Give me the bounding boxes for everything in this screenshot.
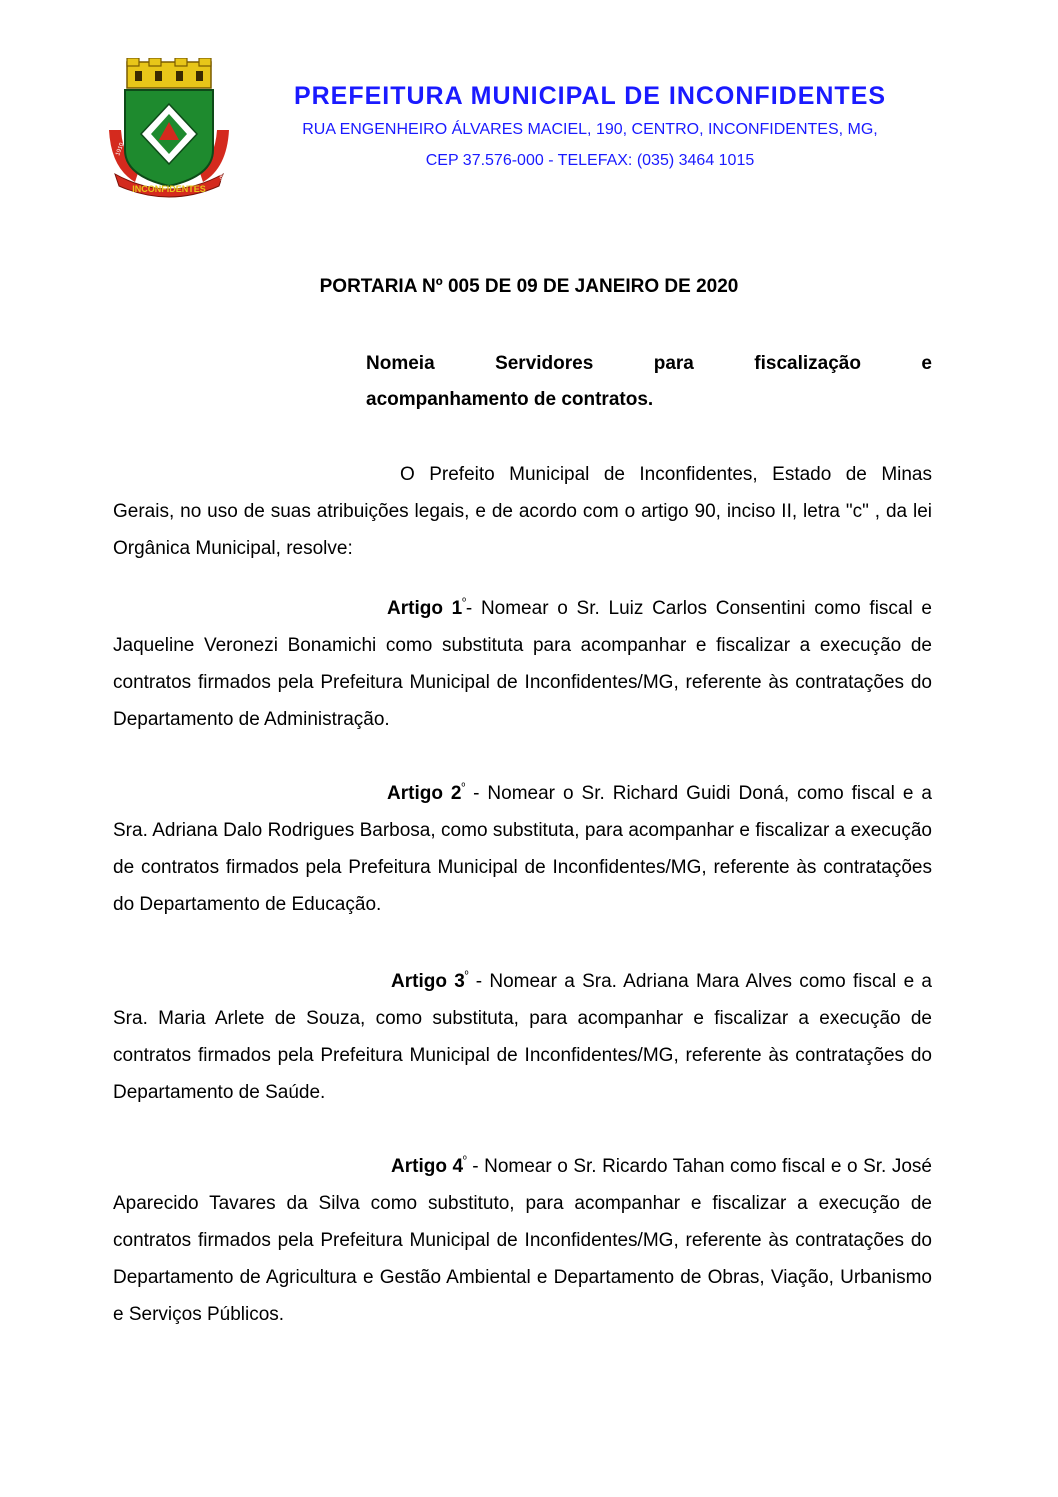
crest-banner-text: INCONFIDENTES	[132, 184, 206, 194]
article-2-text: - Nomear o Sr. Richard Guidi Doná, como fiscal e a Sra. Adriana Dalo Rodrigues Barbosa, como substituta, para acompanhar e fiscalizar a execução de contratos firmados pela Prefeitura Municipal de Inconfidentes/MG, referente às contratações do Departamento de Educação.	[113, 783, 932, 915]
letterhead	[240, 78, 940, 176]
article-2-label: Artigo 2	[387, 783, 462, 804]
ementa-word: Nomeia	[366, 353, 435, 374]
ementa-line-1	[366, 346, 932, 382]
crest-crown	[127, 58, 211, 88]
address-line-1: RUA ENGENHEIRO ÁLVARES MACIEL, 190, CENTRO, INCONFIDENTES, MG,	[302, 121, 878, 138]
article-2-ordinal: º	[461, 782, 466, 793]
preamble-text: O Prefeito Municipal de Inconfidentes, Estado de Minas Gerais, no uso de suas atribuições legais, e de acordo com o artigo 90, inciso II, letra "c" , da lei Orgânica Municipal, resolve:	[113, 464, 932, 559]
ementa-word: Servidores	[495, 353, 594, 374]
article-4-label: Artigo 4	[391, 1156, 464, 1177]
ementa-word: para	[653, 353, 694, 374]
crest-year-left: 1910	[115, 142, 126, 157]
article-3-paragraph	[113, 957, 932, 1111]
article-1-paragraph	[113, 584, 932, 738]
address-line-2: CEP 37.576-000 - TELEFAX: (035) 3464 1015	[425, 152, 755, 169]
article-4-text: - Nomear o Sr. Ricardo Tahan como fiscal e o Sr. José Aparecido Tavares da Silva como substituto, para acompanhar e fiscalizar a execução de contratos firmados pela Prefeitura Municipal de Inconfidentes/MG, referente às contratações do Departamento de Agricultura e Gestão Ambiental e Departamento de Obras, Viação, Urbanismo e Serviços Públicos.	[113, 1156, 932, 1325]
article-1-label: Artigo 1	[387, 598, 463, 619]
article-1-ordinal: º	[462, 597, 466, 608]
article-4-ordinal: º	[463, 1155, 467, 1166]
ementa-word: fiscalização	[754, 353, 861, 374]
document-title: PORTARIA Nº 005 DE 09 DE JANEIRO DE 2020	[319, 276, 739, 297]
article-1-text: - Nomear o Sr. Luiz Carlos Consentini como fiscal e Jaqueline Veronezi Bonamichi como substituta para acompanhar e fiscalizar a execução de contratos firmados pela Prefeitura Municipal de Inconfidentes/MG, referente às contratações do Departamento de Administração.	[113, 598, 933, 730]
article-3-label: Artigo 3	[391, 971, 465, 992]
crest-year-right: 1963	[215, 168, 226, 184]
ementa-word: e	[921, 353, 932, 374]
article-2-paragraph	[113, 769, 932, 923]
org-name: PREFEITURA MUNICIPAL DE INCONFIDENTES	[293, 82, 887, 110]
article-3-text: - Nomear a Sra. Adriana Mara Alves como fiscal e a Sra. Maria Arlete de Souza, como substituta, para acompanhar e fiscalizar a execução de contratos firmados pela Prefeitura Municipal de Inconfidentes/MG, referente às contratações do Departamento de Saúde.	[113, 971, 932, 1103]
preamble-paragraph	[113, 456, 932, 567]
ementa	[366, 346, 932, 418]
municipal-crest-logo	[105, 58, 233, 198]
article-4-paragraph	[113, 1142, 932, 1333]
article-3-ordinal: º	[464, 970, 469, 981]
ementa-line-2: acompanhamento de contratos.	[366, 389, 654, 410]
